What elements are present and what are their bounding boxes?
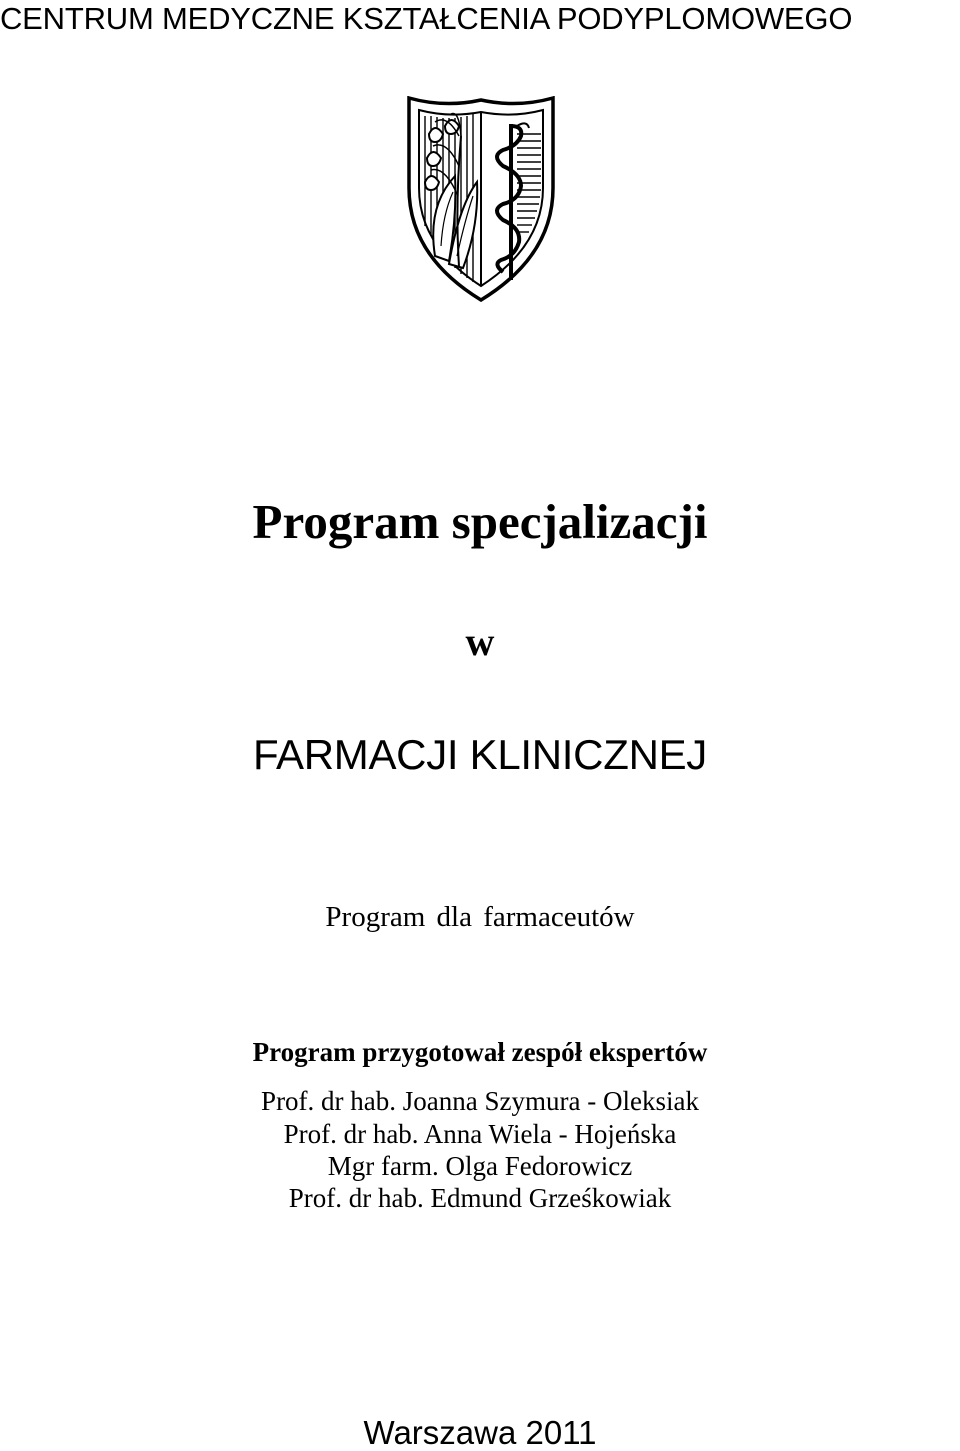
shield-emblem-icon — [405, 96, 557, 302]
document-title: Program specjalizacji — [252, 494, 708, 549]
program-audience: Program dla farmaceutów — [325, 901, 635, 933]
expert-name: Prof. dr hab. Anna Wiela - Hojeńska — [283, 1119, 677, 1149]
specialty-name: FARMACJI KLINICZNEJ — [252, 731, 708, 778]
expert-name: Mgr farm. Olga Fedorowicz — [327, 1151, 633, 1181]
institution-name: CENTRUM MEDYCZNE KSZTAŁCENIA PODYPLOMOWEGO — [0, 1, 853, 36]
title-connector: w — [465, 619, 495, 664]
expert-name: Prof. dr hab. Joanna Szymura - Oleksiak — [261, 1086, 699, 1116]
prepared-by-heading: Program przygotował zespół ekspertów — [252, 1037, 708, 1067]
place-and-year: Warszawa 2011 — [363, 1414, 597, 1451]
expert-name: Prof. dr hab. Edmund Grześkowiak — [288, 1183, 672, 1213]
